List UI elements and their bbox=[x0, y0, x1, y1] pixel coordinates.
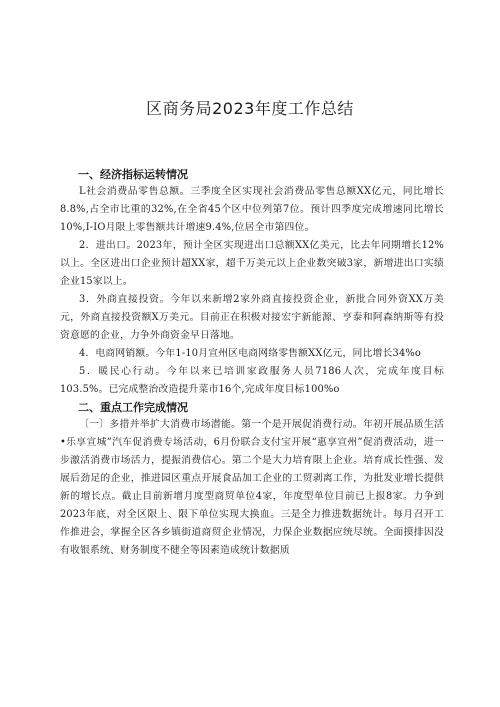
paragraph-livelihood: 5．暖民心行动。今年以来已培训家政服务人员7186人次，完成年度目标103.5%。已完成整治改造提升菜市16个,完成年度目标100%o bbox=[60, 366, 444, 395]
paragraph-consumption: 〔一〕多措并举扩大消费市场潜能。第一个是开展促消费行动。年初开展品质生活•乐享宣城”汽车促消费专场活动，6月份联合支付宝开展“惠享宣州”促消费活动，进一步激活消费市场活力，提振消费信心。第二个是大力培育限上企业。培育成长性强、发展后劲足的企业，推进园区重点开展食品加工企业的工贸剥离工作，为批发业增长提供新的增长点。截止目前新增月度型商贸单位4家，年度型单位目前已上报8家。力争到2023年底，对全区限上、限下单位实现大换血。三是全力推进数据统计。每月召开工作推进会，掌握全区各乡镇街道商贸企业情况，力保企业数据应统尽统。全面摸排因没有收银系统、财务制度不健全等因素造成统计数据质 bbox=[60, 419, 444, 556]
document-title: 区商务局2023年度工作总结 bbox=[146, 99, 354, 118]
paragraph-retail-sales: L社会消费品零售总额。三季度全区实现社会消费品零售总额XX亿元，同比增长8.8%,占全市比重的32%,在全省45个区中位列第7位。预计四季度完成增速同比增长10%,I-IO月限上零售额共计增速9.4%,位居全市第四位。 bbox=[60, 186, 444, 233]
section-heading-1: 一、经济指标运转情况 bbox=[78, 168, 188, 181]
paragraph-foreign-investment: 3．外商直接投资。今年以来新增2家外商直接投资企业，新批合同外资XX万美元，外商直接投资额X万美元。目前正在积极对接宏宇新能源、亨泰和阿森纳斯等有投资意愿的企业，力争外商资金早日落地。 bbox=[60, 294, 444, 341]
paragraph-ecommerce: 4．电商网销额。今年1-10月宣州区电商网络零售额XX亿元，同比增长34%o bbox=[79, 348, 421, 359]
paragraph-import-export: 2．进出口。2023年，预计全区实现进出口总额XX亿美元，比去年同期增长12%以上。全区进出口企业预计超XX家，超千万美元以上企业数突破3家，新增进出口实绩企业15家以上。 bbox=[60, 240, 444, 287]
section-heading-2: 二、重点工作完成情况 bbox=[78, 401, 188, 414]
document-body bbox=[60, 166, 444, 560]
